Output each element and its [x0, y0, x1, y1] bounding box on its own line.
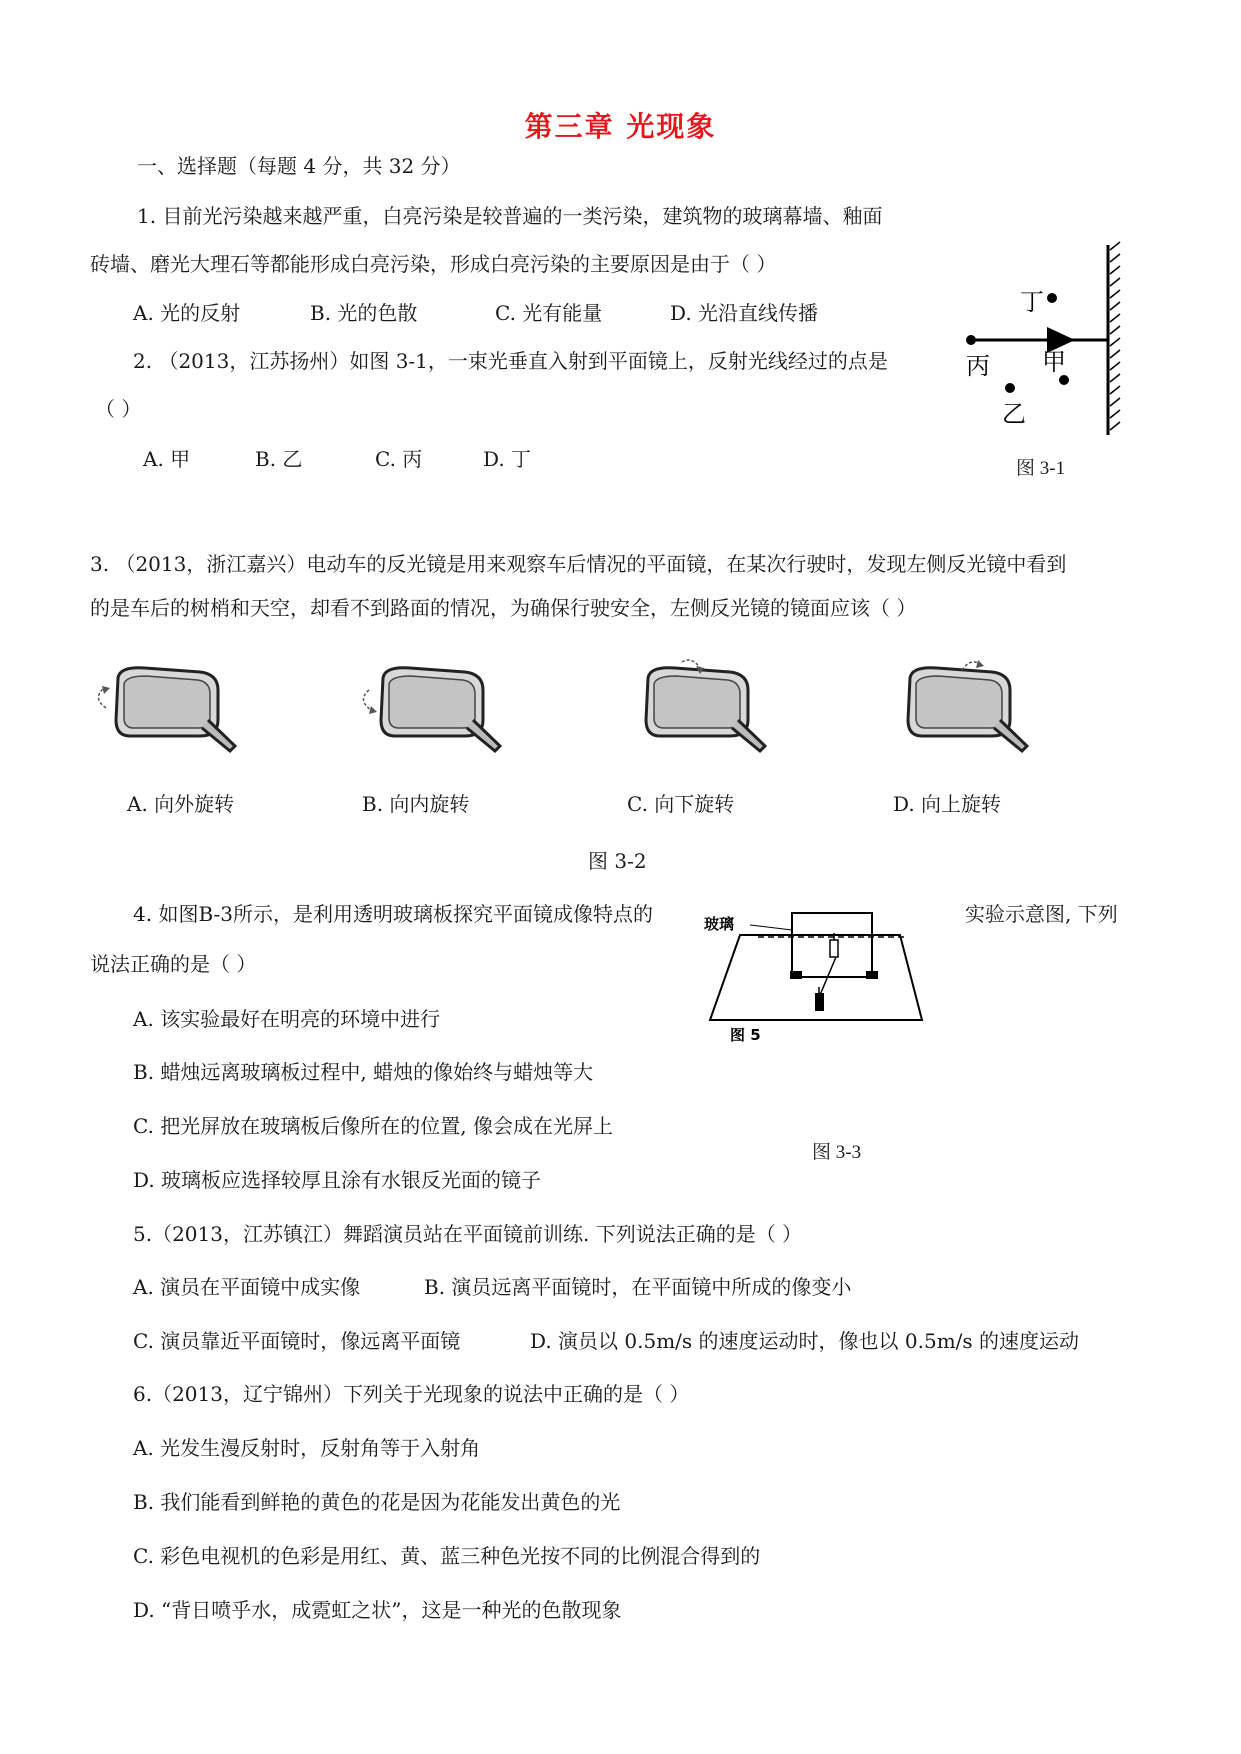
- q2-option-d: D. 丁: [483, 447, 532, 471]
- figure-3-1-caption: 图 3-1: [1016, 458, 1066, 479]
- q4-option-b: B. 蜡烛远离玻璃板过程中, 蜡烛的像始终与蜡烛等大: [133, 1060, 594, 1084]
- q1-option-d: D. 光沿直线传播: [670, 301, 819, 325]
- q2-option-c: C. 丙: [375, 447, 423, 471]
- q6-option-b: B. 我们能看到鲜艳的黄色的花是因为花能发出黄色的光: [133, 1490, 621, 1514]
- q1-line2: 砖墙、磨光大理石等都能形成白亮污染，形成白亮污染的主要原因是由于（ ）: [90, 252, 777, 276]
- q3-option-c: C. 向下旋转: [627, 792, 735, 816]
- label-jia: 甲: [1042, 348, 1066, 376]
- q1-option-a: A. 光的反射: [133, 301, 241, 325]
- q2-option-a: A. 甲: [143, 447, 191, 471]
- q5-option-b: B. 演员远离平面镜时，在平面镜中所成的像变小: [424, 1275, 852, 1299]
- figure-5-label: 图 5: [730, 1026, 761, 1044]
- glass-label: 玻璃: [704, 915, 735, 933]
- label-bing: 丙: [966, 352, 990, 380]
- label-yi: 乙: [1002, 400, 1026, 428]
- q1-option-b: B. 光的色散: [310, 301, 418, 325]
- q6-option-a: A. 光发生漫反射时，反射角等于入射角: [133, 1436, 481, 1460]
- q3-option-b: B. 向内旋转: [362, 792, 470, 816]
- q4-line1a: 4. 如图B-3所示，是利用透明玻璃板探究平面镜成像特点的: [133, 902, 653, 926]
- page-title: 第三章 光现象: [524, 110, 717, 143]
- figure-3-3-caption: 图 3-3: [812, 1142, 862, 1163]
- q2-option-b: B. 乙: [255, 447, 303, 471]
- glass-plate-diagram: [700, 895, 930, 1045]
- section-heading: 一、选择题（每题 4 分，共 32 分）: [137, 154, 461, 178]
- mirror-illustration-downward: [620, 658, 780, 758]
- q3-line1: 3. （2013，浙江嘉兴）电动车的反光镜是用来观察车后情况的平面镜，在某次行驶时，发现左侧反光镜中看到: [90, 552, 1067, 576]
- q4-line1b: 实验示意图, 下列: [965, 902, 1118, 926]
- q4-option-d: D. 玻璃板应选择较厚且涂有水银反光面的镜子: [133, 1168, 542, 1192]
- mirror-illustration-outward: [90, 658, 250, 758]
- q3-option-d: D. 向上旋转: [893, 792, 1002, 816]
- q1-option-c: C. 光有能量: [495, 301, 603, 325]
- mirror-diagram-3-1: [960, 240, 1135, 440]
- q2-line2: （ ）: [95, 397, 142, 421]
- q5-option-d: D. 演员以 0.5m/s 的速度运动时，像也以 0.5m/s 的速度运动: [530, 1329, 1080, 1353]
- q4-option-a: A. 该实验最好在明亮的环境中进行: [133, 1007, 441, 1031]
- q1-line1: 1. 目前光污染越来越严重，白亮污染是较普遍的一类污染，建筑物的玻璃幕墙、釉面: [137, 204, 883, 228]
- q6-option-d: D. “背日喷乎水，成霓虹之状”，这是一种光的色散现象: [133, 1598, 622, 1622]
- q4-option-c: C. 把光屏放在玻璃板后像所在的位置, 像会成在光屏上: [133, 1114, 614, 1138]
- mirror-illustration-upward: [882, 658, 1042, 758]
- q5-option-a: A. 演员在平面镜中成实像: [133, 1275, 361, 1299]
- q5-option-c: C. 演员靠近平面镜时，像远离平面镜: [133, 1329, 461, 1353]
- q3-line2: 的是车后的树梢和天空，却看不到路面的情况，为确保行驶安全，左侧反光镜的镜面应该（ ）: [90, 596, 917, 620]
- q6-line1: 6.（2013，辽宁锦州）下列关于光现象的说法中正确的是（ ）: [133, 1382, 690, 1406]
- figure-3-2-caption: 图 3-2: [588, 849, 647, 873]
- q5-line1: 5.（2013，江苏镇江）舞蹈演员站在平面镜前训练. 下列说法正确的是（ ）: [133, 1222, 803, 1246]
- q6-option-c: C. 彩色电视机的色彩是用红、黄、蓝三种色光按不同的比例混合得到的: [133, 1544, 761, 1568]
- q3-option-a: A. 向外旋转: [127, 792, 235, 816]
- q2-line1: 2. （2013，江苏扬州）如图 3-1，一束光垂直入射到平面镜上，反射光线经过的点是: [133, 349, 888, 373]
- q4-line2: 说法正确的是（ ）: [90, 952, 257, 976]
- mirror-illustration-inward: [355, 658, 515, 758]
- label-ding: 丁: [1020, 288, 1044, 316]
